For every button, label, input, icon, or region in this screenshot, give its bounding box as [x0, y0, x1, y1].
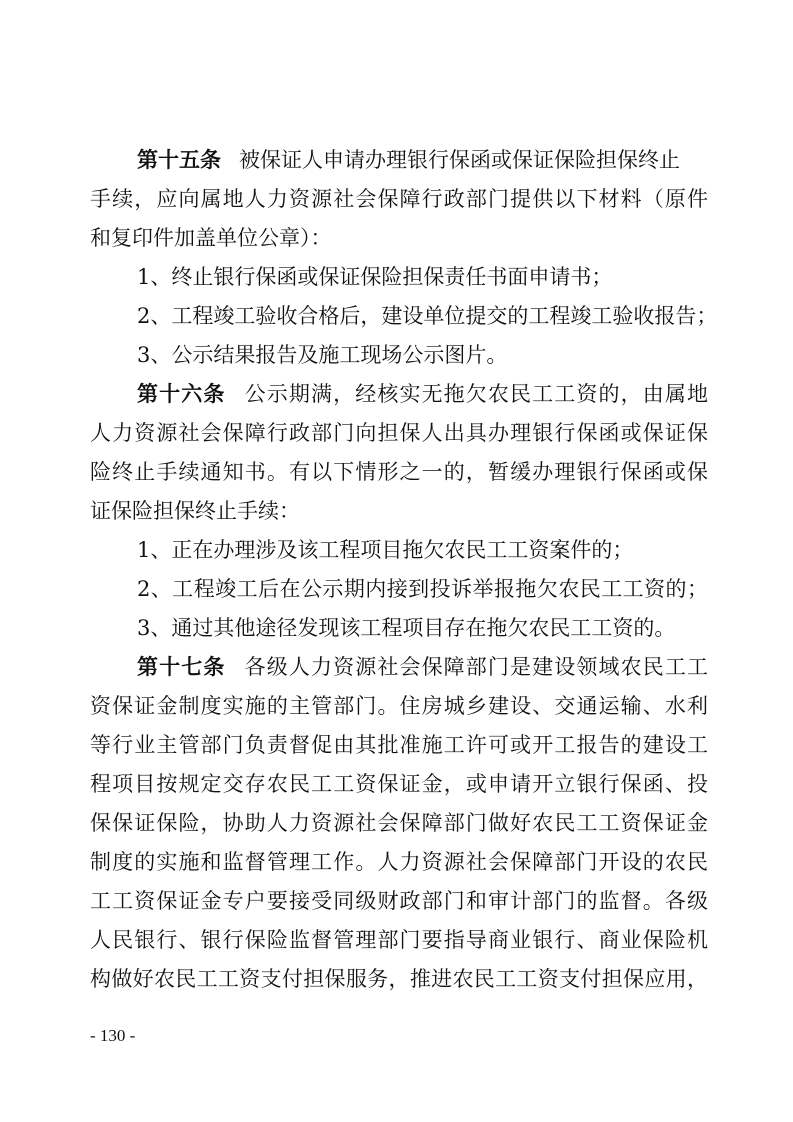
article16-line2: 人力资源社会保障行政部门向担保人出具办理银行保函或保证保 [90, 421, 708, 445]
article17-line8: 人民银行、银行保险监督管理部门要指导商业银行、商业保险机 [90, 928, 708, 952]
article17-line7: 工工资保证金专户要接受同级财政部门和审计部门的监督。各级 [90, 889, 708, 913]
article17-line9: 构做好农民工工资支付担保服务，推进农民工工资支付担保应用， [90, 967, 708, 991]
article15-line1 [90, 142, 708, 178]
article17-text1: 各级人力资源社会保障部门是建设领域农民工工 [243, 655, 709, 679]
article16-item-2: 2、工程竣工后在公示期内接到投诉举报拖欠农民工工资的； [137, 577, 708, 601]
article15-line3: 和复印件加盖单位公章）： [90, 226, 332, 250]
article16-item-1: 1、正在办理涉及该工程项目拖欠农民工工资案件的； [137, 538, 634, 562]
article16-line4: 证保险担保终止手续： [90, 499, 300, 523]
article16-heading: 第十六条 [137, 381, 226, 406]
article16-text1: 公示期满，经核实无拖欠农民工工资的，由属地 [243, 382, 709, 406]
article17-line5: 保保证保险，协助人力资源社会保障部门做好农民工工资保证金 [90, 811, 708, 835]
article16-line1 [90, 376, 708, 412]
article17-line4: 程项目按规定交存农民工工资保证金，或申请开立银行保函、投 [90, 772, 708, 796]
article17-heading: 第十七条 [137, 654, 226, 679]
article17-line6: 制度的实施和监督管理工作。人力资源社会保障部门开设的农民 [90, 850, 708, 874]
article15-item-3: 3、公示结果报告及施工现场公示图片。 [137, 343, 508, 367]
article15-line2: 手续，应向属地人力资源社会保障行政部门提供以下材料（原件 [90, 187, 708, 211]
article16-line3: 险终止手续通知书。有以下情形之一的，暂缓办理银行保函或保 [90, 460, 708, 484]
article15-heading: 第十五条 [137, 147, 221, 172]
page-number: - 130 - [90, 1026, 136, 1045]
article17-line1 [90, 649, 708, 685]
article15-item-1: 1、终止银行保函或保证保险担保责任书面申请书； [137, 265, 613, 289]
article15-item-2: 2、工程竣工验收合格后，建设单位提交的工程竣工验收报告； [137, 304, 718, 328]
article17-line2: 资保证金制度实施的主管部门。住房城乡建设、交通运输、水利 [90, 694, 708, 718]
article17-line3: 等行业主管部门负责督促由其批准施工许可或开工报告的建设工 [90, 733, 708, 757]
article15-text1: 被保证人申请办理银行保函或保证保险担保终止 [239, 148, 680, 172]
article16-item-3: 3、通过其他途径发现该工程项目存在拖欠农民工工资的。 [137, 616, 676, 640]
